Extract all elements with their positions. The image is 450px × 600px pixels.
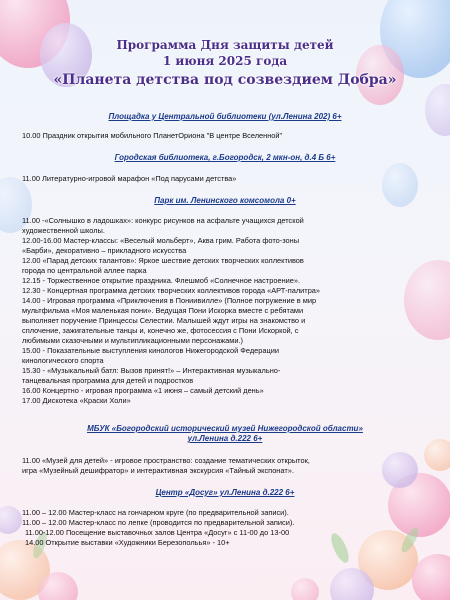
event-line: 12.15 - Торжественное открытие праздника. Флешмоб «Солнечное настроение».	[22, 276, 301, 285]
section-items-city-library	[22, 174, 432, 184]
event-line: 11.00 Литературно-игровой марафон «Под парусами детства»	[22, 174, 237, 183]
section-heading-museum-address: ул.Ленина д.222 6+	[187, 434, 263, 443]
event-line: 17.00 Дискотека «Краски Холи»	[22, 396, 131, 405]
event-line: 14.00 Открытие выставки «Художники Березопольья» - 10+	[25, 538, 230, 547]
event-line: города по центральной аллее парка	[22, 266, 147, 275]
event-line: сплочение, зажигательные танцы и, конечно же, фотосессия с Пони Искоркой, с	[22, 326, 299, 335]
section-items-dosug-center	[22, 508, 432, 548]
event-line: танцевальная программа для детей и подростков	[22, 376, 194, 385]
event-line: игра «Музейный дешифратор» и интерактивная экскурсия «Тайный экспонат».	[22, 466, 294, 475]
section-heading-central-library: Площадка у Центральной библиотеки (ул.Ленина 202) 6+	[108, 112, 342, 121]
event-line: 15.30 - «Музыкальный батл: Вызов принят!» – Интерактивная музыкально-	[22, 366, 281, 375]
event-line: 11.00 – 12.00 Мастер-класс на гончарном круге (по предварительной записи).	[22, 508, 289, 517]
section-heading-park: Парк им. Ленинского комсомола 0+	[154, 196, 296, 205]
event-line: кинологического спорта	[22, 356, 104, 365]
program-title: Программа Дня защиты детей	[116, 38, 334, 52]
section-heading-dosug-center: Центр «Досуг» ул.Ленина д.222 6+	[155, 488, 295, 497]
event-line: 12.30 - Концертная программа детских творческих коллективов города «АРТ-палитра»	[22, 286, 321, 295]
event-line: любимыми сказочными и мультипликационными персонажами.)	[22, 336, 243, 345]
section-heading-museum: МБУК «Богородский исторический музей Нижегородской области»	[87, 424, 363, 433]
event-line: 15.00 - Показательные выступления кинологов Нижегородской Федерации	[22, 346, 279, 355]
event-line: 11.00-12.00 Посещение выставочных залов Центра «Досуг» с 11-00 до 13-00	[25, 528, 290, 537]
event-line: 14.00 - Игровая программа «Приключения в Пониивилле» (Полное погружение в мир	[22, 296, 317, 305]
event-line: выполняет поручение Принцессы Селестии. Малышей ждут игры на знакомство и	[22, 316, 306, 325]
program-date: 1 июня 2025 года	[162, 54, 288, 68]
event-line: мультфильма «Моя маленькая пони». Ведущая Пони Искорка вместе с ребятами	[22, 306, 304, 315]
event-line: 11.00 – 12.00 Мастер-класс по лепке (проводится по предварительной записи).	[22, 518, 295, 527]
section-items-museum	[22, 456, 432, 476]
event-line: «Барби», декоративно – прикладного искусства	[22, 246, 187, 255]
section-heading-city-library: Городская библиотека, г.Богородск, 2 мкн-он, д.4 Б 6+	[114, 153, 336, 162]
event-line: 10.00 Праздник открытия мобильного ПланетОриона "В центре Вселенной"	[22, 131, 283, 140]
event-line: 11.00 «Музей для детей» - игровое пространство: создание тематических открыток,	[22, 456, 310, 465]
section-items-central-library	[22, 131, 432, 141]
event-line: художественной школы.	[22, 226, 105, 235]
section-items-park	[22, 216, 432, 406]
program-slogan: «Планета детства под созвездием Добра»	[53, 72, 397, 88]
event-line: 11.00 -«Солнышко в ладошках»: конкурс рисунков на асфальте учащихся детской	[22, 216, 304, 225]
event-line: 16.00 Концертно - игровая программа «1 июня – самый детский день»	[22, 386, 264, 395]
event-line: 12.00 «Парад детских талантов»: Яркое шествие детских творческих коллективов	[22, 256, 304, 265]
event-line: 12.00-16.00 Мастер-классы: «Веселый мольберт», Аква грим. Работа фото-зоны	[22, 236, 300, 245]
